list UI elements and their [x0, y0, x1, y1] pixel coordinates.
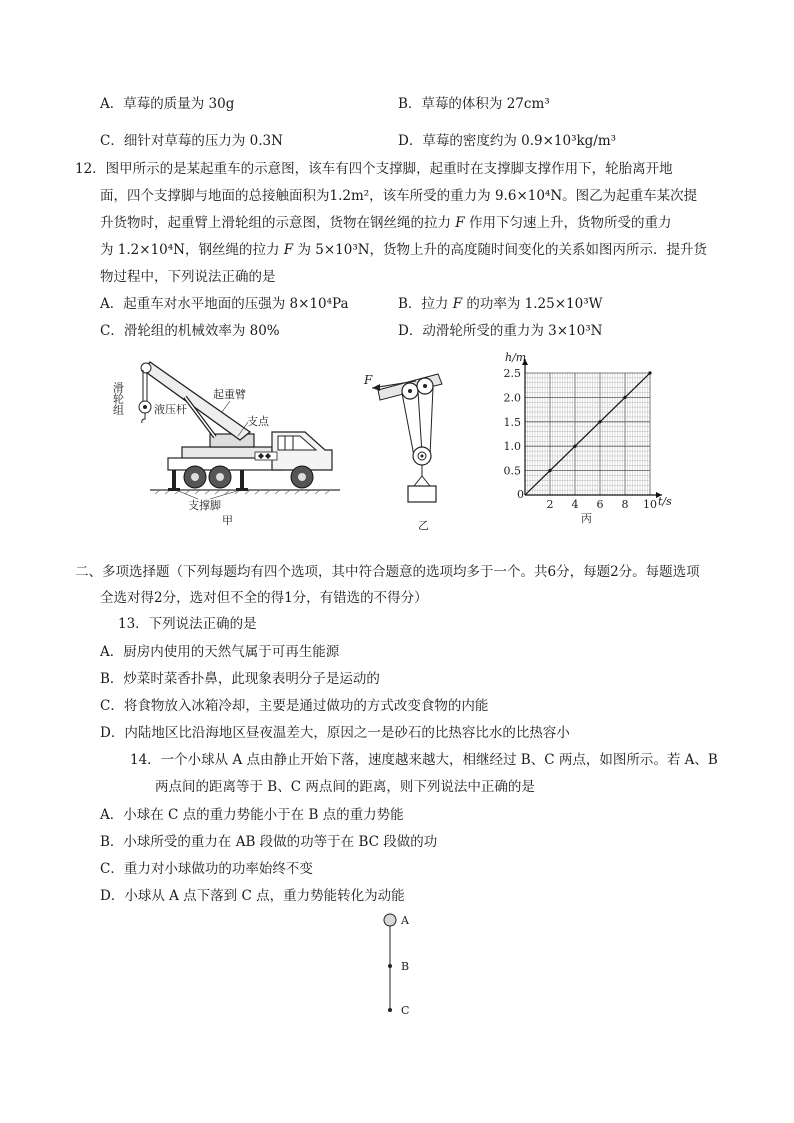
y-tick-label: 2.5 — [503, 367, 521, 380]
x-tick-label: 8 — [621, 498, 629, 511]
x-tick-label: 4 — [571, 498, 579, 511]
q14-option-c: C．重力对小球做功的功率始终不变 — [100, 861, 313, 877]
point-b — [388, 964, 392, 968]
pulley-group-label: 滑轮组 — [111, 382, 125, 415]
q14-stem-line-1: 14．一个小球从 A 点由静止开始下落，速度越来越大，相继经过 B、C 两点，如图所示。若 A、B — [130, 752, 718, 768]
pulley-system-figure — [358, 372, 458, 534]
force-f-label: F — [364, 373, 373, 387]
label-b: B — [401, 960, 410, 973]
x-tick-label: 2 — [546, 498, 554, 511]
q13-option-d: D．内陆地区比沿海地区昼夜温差大，原因之一是砂石的比热容比水的比热容小 — [100, 725, 570, 741]
figure-bing-caption: 丙 — [581, 512, 592, 525]
data-point — [573, 445, 576, 448]
q14-option-a: A．小球在 C 点的重力势能小于在 B 点的重力势能 — [100, 807, 404, 823]
section-2-heading-line-2: 全选对得2分，选对但不全的得1分，有错选的不得分） — [100, 590, 428, 606]
q14-stem-line-2: 两点间的距离等于 B、C 两点间的距离，则下列说法中正确的是 — [155, 779, 535, 795]
ball — [384, 914, 396, 926]
q13-option-c: C．将食物放入冰箱冷却，主要是通过做功的方式改变食物的内能 — [100, 698, 489, 714]
q14-option-d: D．小球从 A 点下落到 C 点，重力势能转化为动能 — [100, 888, 405, 904]
q13-option-b: B．炒菜时菜香扑鼻，此现象表明分子是运动的 — [100, 671, 380, 687]
point-c — [388, 1008, 392, 1012]
y-tick-label: 0.5 — [503, 464, 521, 478]
chart-x-axis-label: t/s — [658, 495, 672, 508]
data-point — [623, 396, 626, 399]
y-tick-label: 1.5 — [503, 415, 521, 429]
falling-ball-figure — [376, 910, 416, 1020]
figure-yi-caption: 乙 — [418, 519, 429, 532]
q11-option-d: D．草莓的密度约为 0.9×10³kg/m³ — [398, 133, 617, 149]
q13-stem: 13．下列说法正确的是 — [118, 616, 257, 632]
q13-option-a: A．厨房内使用的天然气属于可再生能源 — [100, 644, 340, 660]
data-point — [598, 420, 601, 423]
support-leg-label: 支撑脚 — [188, 499, 221, 512]
q12-option-d: D．动滑轮所受的重力为 3×10³N — [398, 323, 603, 339]
height-time-chart — [495, 350, 685, 530]
crane-truck-figure — [110, 352, 355, 527]
q11-option-c: C．细针对草莓的压力为 0.3N — [100, 133, 283, 149]
y-tick-label: 2.0 — [503, 391, 521, 405]
label-a: A — [401, 914, 409, 927]
q11-option-b: B．草莓的体积为 27cm³ — [398, 96, 550, 112]
section-2-heading-line-1: 二、多项选择题（下列每题均有四个选项，其中符合题意的选项均多于一个。共6分，每题2分。每题选项 — [75, 564, 700, 580]
boom-label: 起重臂 — [213, 388, 246, 401]
chart-y-axis-label: h/m — [505, 351, 527, 364]
y-tick-label: 1.0 — [503, 440, 521, 454]
q12-stem-line-3: 升货物时，起重臂上滑轮组的示意图，货物在钢丝绳的拉力 F 作用下匀速上升，货物所受的重力 — [100, 215, 672, 231]
x-tick-label: 6 — [596, 498, 604, 511]
x-tick-label: 10 — [643, 498, 657, 511]
data-point — [548, 469, 551, 472]
q12-option-c: C．滑轮组的机械效率为 80% — [100, 323, 280, 339]
q12-stem-line-4: 为 1.2×10⁴N，钢丝绳的拉力 F 为 5×10³N，货物上升的高度随时间变化的关系如图丙所示．提升货 — [100, 242, 708, 258]
q12-stem-line-2: 面，四个支撑脚与地面的总接触面积为1.2m²，该车所受的重力为 9.6×10⁴N。图乙为起重车某次提 — [100, 188, 698, 204]
data-point — [648, 371, 651, 374]
q12-option-a: A．起重车对水平地面的压强为 8×10⁴Pa — [100, 296, 349, 312]
label-c: C — [401, 1004, 410, 1017]
chart-origin-label: 0 — [517, 488, 524, 501]
q12-stem-line-1: 12．图甲所示的是某起重车的示意图，该车有四个支撑脚，起重时在支撑脚支撑作用下，轮胎离开地 — [75, 161, 673, 177]
q12-stem-line-5: 物过程中，下列说法正确的是 — [100, 269, 276, 285]
figure-jia-caption: 甲 — [222, 514, 233, 527]
q12-option-b: B．拉力 F 的功率为 1.25×10³W — [398, 296, 603, 312]
pivot-label: 支点 — [247, 415, 269, 428]
hydraulic-rod-label: 液压杆 — [154, 403, 187, 416]
q14-option-b: B．小球所受的重力在 AB 段做的功等于在 BC 段做的功 — [100, 834, 438, 850]
q11-option-a: A．草莓的质量为 30g — [100, 96, 235, 112]
